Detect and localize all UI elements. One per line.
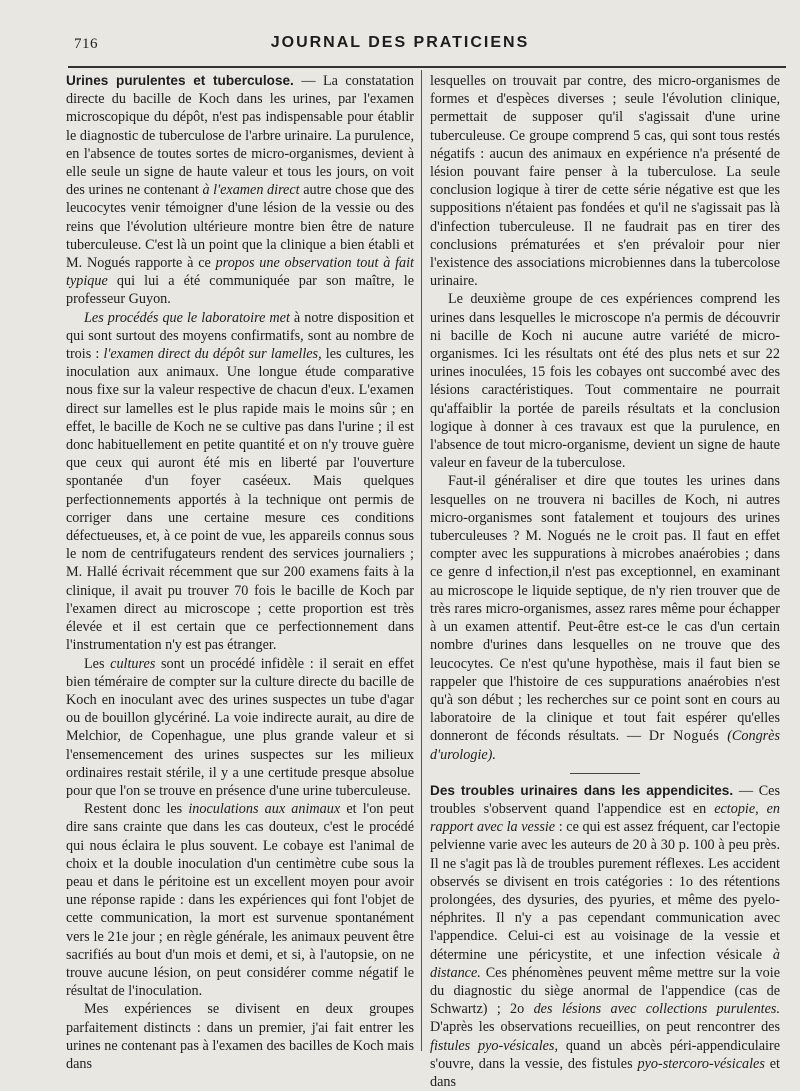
left-column — [66, 72, 415, 1072]
paragraph — [430, 472, 780, 763]
text-run: Les — [84, 655, 111, 672]
italic-run: des lésions avec collections purulentes. — [533, 1001, 780, 1018]
citation: (Congrès d'urologie). — [430, 728, 780, 763]
author-signature: Dr Nogués — [648, 728, 720, 745]
paragraph — [66, 72, 414, 309]
italic-run: Les procédés que le laboratoire met — [84, 309, 290, 326]
italic-run: ectopie, en rapport avec la vessie — [430, 800, 780, 836]
text-run: et l'on peut dire sans crainte que dans les cas douteux, c'est le procédé qui nous éclaira le plus souvent. Le cobaye est l'animal de choix et la double inoculation d'un centimètre cube sous la peau et dans le péritoine est un excellent moyen pour avoir une réponse rapide : dans les expériences qui font l'objet de cette communication, la mort est survenue spontanément vers le 21e jour ; en règle générale, les animaux peuvent être sacrifiés au bout d'un mois et demi, et si, à l'autopsie, on ne trouve aucune lésion, on peut considérer comme négatif le résultat de l'inoculation. — [66, 801, 414, 1000]
text-run: D'après les observations recueillies, on peut rencontrer des — [430, 1019, 780, 1036]
text-run: qui lui a été communiquée par son maître, le professeur Guyon. — [66, 273, 414, 308]
journal-title: JOURNAL DES PRATICIENS — [270, 34, 530, 51]
paragraph: Le deuxième groupe de ces expériences comprend les urines dans lesquelles le microscope n'a permis de découvrir ni bacille de Koch ni aucune autre variété de micro-organismes. Ici les résultats ont été des plus nets et sur 22 urines inoculées, 15 fois les cobayes ont succombé avec des lésions caractéristiques. Tout commentaire ne pourrait qu'affaiblir la portée de pareils résultats et la conclusion logique à donner à ces travaux est que la purulence, en l'absence de tout micro-organisme, devient un signe de haute valeur en faveur de la tuberculose. — [430, 291, 780, 472]
italic-run: pyo-stercoro-vésicales — [637, 1055, 765, 1072]
paragraph — [66, 800, 414, 1000]
italic-run: cultures — [110, 655, 156, 672]
italic-run: inoculations aux animaux — [188, 801, 341, 818]
italic-run: fistules pyo-vésicales, — [430, 1037, 558, 1054]
text-run: Faut-il généraliser et dire que toutes les urines dans lesquelles on ne trouvera ni bacilles de Koch, ni autres micro-organismes sont fatalement et toujours des urines tuberculeuses ? M. Nogués ne le croit pas. Il faut en effet compter avec les suppurations à microbes anaérobies ; dans ce genre d infection,il n'est pas exceptionnel, en examinant au microscope le liquide septique, de n'y rien trouver que de très rares micro-organismes, assez rares même pour échapper à un examen attentif. Peut-être est-ce le cas d'un certain nombre d'urines dans lesquelles on ne trouve que des leucocytes. Ce n'est qu'une hypothèse, mais il faut bien se rappeler que l'histoire de ces suppurations anaérobies n'est qu'à son début ; les recherches sur ce point sont en cours au laboratoire de la clinique et tout fait espérer qu'elles donneront de féconds résultats. — — [430, 473, 780, 745]
text-run: : ce qui est assez fréquent, car l'ectopie pelvienne varie avec les auteurs de 20 à 30 p. 100 à peu près. Il ne s'agit pas là de troubles purement réflexes. Les accident observés se divisent en trois catégories : 1o des rétentions prolongées, des dysuries, des pyuries, et même des pyelo-néphrites. Il n'y a pas cependant communication avec l'appendice. Celui-ci est au voisinage de la vessie et détermine une péricystite, et une infection vésicale — [430, 819, 780, 963]
paragraph — [430, 782, 780, 1091]
text-run: Restent donc les — [84, 801, 189, 818]
paragraph — [66, 309, 414, 655]
italic-run: à l'examen direct — [202, 182, 300, 199]
right-column — [430, 72, 780, 1090]
section-separator — [570, 773, 640, 774]
text-run: sont un procédé infidèle : il serait en effet bien téméraire de compter sur la culture directe du bacille de Koch en inoculant avec des urines suspectes un tube d'agar ou de bouillon glycériné. La voie indirecte aurait, au dire de Melchior, de Copenhague, une plus grande valeur et si l'ensemencement des urines suspectes sur les milieux ordinaires restait stérile, il y a une certitude presque absolue pour que l'on se trouve en présence d'une urine tuberculeuse. — [66, 655, 414, 799]
text-run: quand un abcès péri-appendiculaire s'ouvre, dans la vessie, des fistules — [430, 1037, 780, 1072]
paragraph: Mes expériences se divisent en deux groupes parfaitement distincts : dans un premier, j'ai fait entrer les urines ne contenant pas à l'examen des bacilles de Koch mais dans — [66, 1001, 414, 1072]
text-run: et dans — [430, 1055, 780, 1090]
paragraph: lesquelles on trouvait par contre, des micro-organismes de formes et d'espèces diverses ; seule l'évolution clinique, permettait de supposer qu'il s'agissait d'une urine tuberculeuse. Ce groupe comprend 5 cas, qui sont tous restés négatifs : aucun des animaux en expérience n'a présenté de lésion pouvant faire penser à la tuberculose. La seule conclusion logique à tirer de cette série négative est que les suppositions n'étaient pas fondées et qu'il ne s'agissait pas là d'infection tuberculeuse. Il ne faudrait pas en tirer des conclusions prématurées et s'en prévaloir pour nier l'existence des associations microbiennes dans la tubercolose urinaire. — [430, 73, 780, 290]
column-divider — [421, 70, 422, 1051]
page-header — [0, 30, 800, 60]
text-run: Ces phénomènes peuvent même mettre sur la voie du diagnostic du siège anormal de l'appendice (cas de Schwartz) ; 2o — [430, 964, 780, 1018]
header-rule — [68, 66, 786, 68]
paragraph — [66, 655, 414, 801]
section-heading: Urines purulentes et tuberculose. — [66, 73, 294, 88]
italic-run: propos une observation tout à fait typique — [66, 255, 414, 290]
italic-run: l'examen direct du dépôt sur lamelles, — [103, 346, 322, 363]
section-heading: Des troubles urinaires dans les appendicites. — [430, 782, 734, 798]
italic-run: à distance. — [430, 946, 780, 981]
text-run: à notre disposition et qui sont surtout des moyens confirmatifs, sont au nombre de trois : — [66, 309, 414, 363]
page-number: 716 — [74, 36, 98, 52]
text-run: autre chose que des leucocytes venir témoigner d'une lésion de la vessie ou des reins que l'évolution ultérieure montre bien être de nature tuberculeuse. C'est là un point que la clinique a bien établi et M. Nogués rapporte à ce — [66, 182, 415, 272]
text-run: — La constatation directe du bacille de Koch dans les urines, par l'examen microscopique du dépôt, n'est pas indispensable pour établir le diagnostic de tuberculose de l'arbre urinaire. La purulence, en l'absence de toutes sortes de micro-organismes, devient à elle seule un signe de haute valeur et tous les jours, on voit des urines ne contenant — [66, 73, 414, 199]
text-run: — Ces troubles s'observent quand l'appendice est en — [430, 782, 780, 817]
text-run: les cultures, les inoculation aux animaux. Une longue étude comparative nous fixe sur la valeur respective de chacun d'eux. L'examen direct sur lamelles est le plus rapide mais le moins sûr ; en effet, le bacille de Koch ne se cultive pas dans l'urine ; il est donc habituellement en petite quantité et on n'y trouve guère que ceux qui auront été mis en liberté par l'ouverture spontanée d'un foyer caséeux. Mais quelques perfectionnements apportés à la technique ont permis de corriger dans une certaine mesure ces conditions défectueuses, et, à ce point de vue, les appareils connus sous le nom de centrifugateurs rendent des services journaliers ; M. Hallé écrivait récemment que sur 200 examens faits à la clinique, il avait pu trouver 70 fois le bacille de Koch par l'examen direct au microscope ; cette proportion est très élevée et il est certain que ce perfectionnement dans l'instrumentation n'y est pas étranger. — [66, 346, 414, 654]
